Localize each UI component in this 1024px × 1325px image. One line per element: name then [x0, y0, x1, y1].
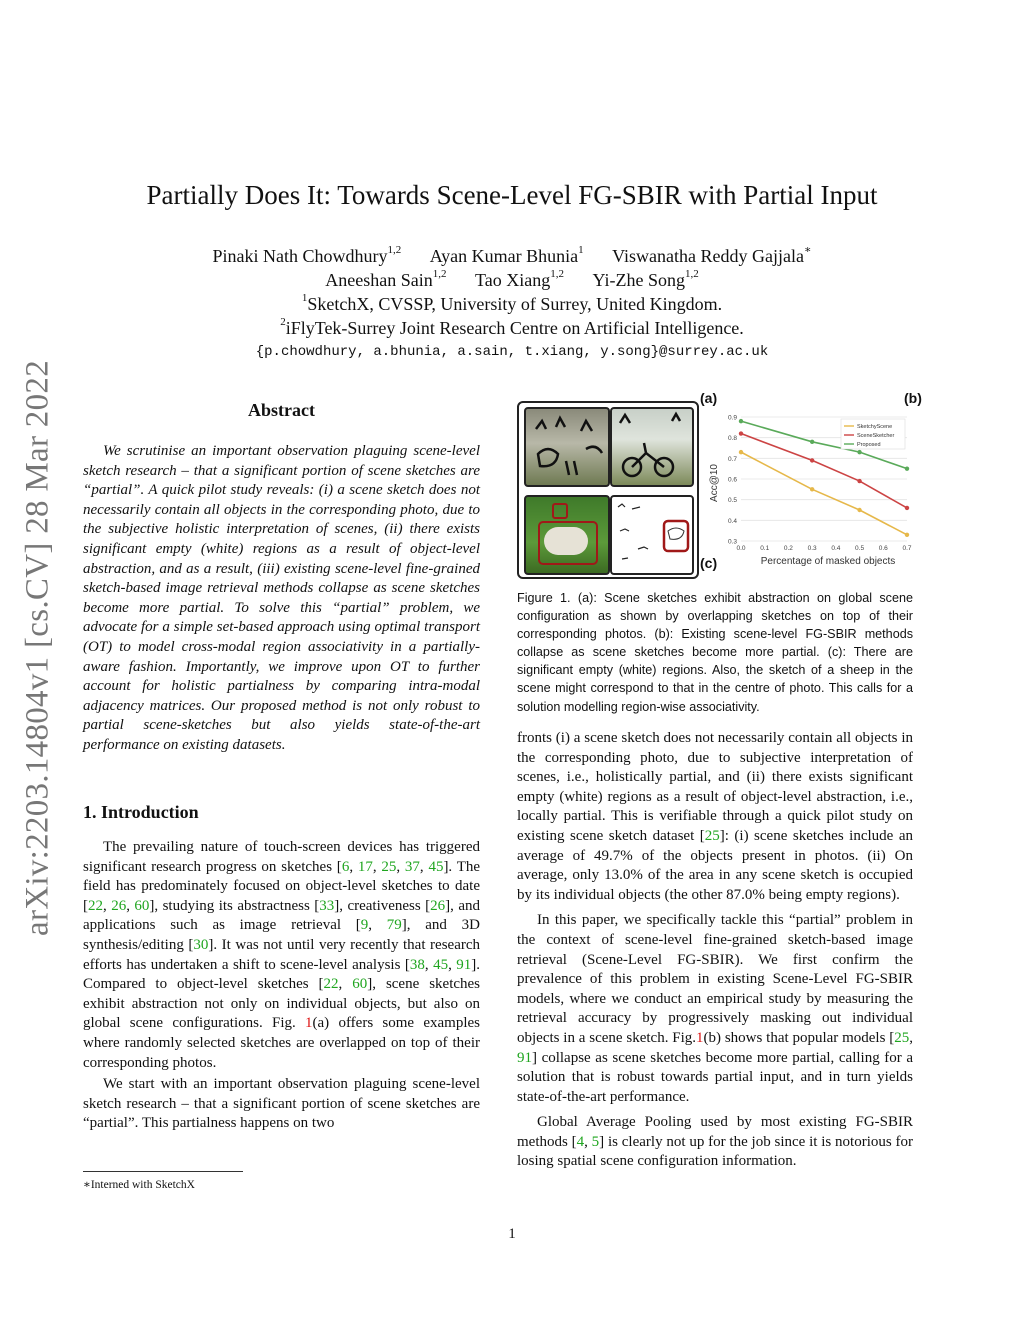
y-tick-label: 0.6 — [727, 476, 737, 484]
data-point — [905, 506, 909, 510]
data-point — [905, 466, 909, 470]
data-point — [739, 450, 743, 454]
x-tick-label: 0.3 — [807, 545, 817, 552]
introduction-body — [83, 838, 480, 1136]
region-box — [538, 521, 598, 565]
abstract-heading: Abstract — [248, 400, 315, 420]
legend-label: Proposed — [857, 442, 881, 448]
author: Ayan Kumar Bhunia$^1$ — [429, 244, 584, 266]
citation-link[interactable]: 17 — [357, 858, 373, 875]
citation-link[interactable]: 25 — [894, 1029, 910, 1046]
citation-link[interactable]: 25 — [381, 858, 397, 875]
section-heading-introduction: 1. Introduction — [83, 802, 199, 822]
sketch-strokes-icon — [612, 497, 692, 573]
citation-link[interactable]: 60 — [352, 976, 368, 993]
x-tick-label: 0.5 — [855, 545, 865, 552]
arxiv-id: arXiv:2203.14804v1 [cs.CV] 28 Mar 2022 — [19, 360, 56, 936]
x-tick-label: 0.1 — [760, 545, 770, 552]
abstract-body — [83, 442, 480, 756]
accuracy-line-chart — [707, 411, 913, 569]
arxiv-sidebar — [17, 343, 59, 953]
paragraph: Global Average Pooling used by most existing FG-SBIR methods [4, 5] is clearly not up for the job since it is notorious for losing spatial scene configuration information. — [517, 1114, 913, 1170]
citation-link[interactable]: 37 — [404, 858, 420, 875]
citation-link[interactable]: 91 — [517, 1049, 532, 1066]
data-point — [739, 431, 743, 435]
citation-link[interactable]: 79 — [386, 917, 402, 934]
y-tick-label: 0.7 — [727, 455, 737, 463]
citation-link[interactable]: 22 — [88, 897, 103, 914]
panel-label-a: (a) — [700, 390, 718, 406]
author: Yi-Zhe Song$^{1,2}$ — [592, 268, 699, 290]
region-box — [552, 503, 568, 519]
x-tick-label: 0.4 — [831, 545, 841, 552]
citation-link[interactable]: 38 — [409, 956, 425, 973]
author: Pinaki Nath Chowdhury$^{1,2}$ — [212, 244, 402, 266]
x-tick-label: 0.6 — [878, 545, 888, 552]
x-tick-label: 0.2 — [783, 545, 793, 552]
sketch-overlay-icon — [526, 409, 608, 485]
paragraph: In this paper, we specifically tackle this “partial” problem in the context of scene-level fine-grained sketch-based image retrieval (Scene-Level FG-SBIR). We first confirm the prevalence of this problem in existing Scene-Level FG-SBIR models, where we conduct an empirical study by measuring the retrieval accuracy by progressively masking out individual objects in a scene sketch. Fig.1(b) shows that popular models [25, 91] collapse as scene sketches become more partial, calling for a solution that is robust towards partial input, and in turn yields state-of-the-art performance. — [517, 912, 913, 1105]
data-point — [810, 487, 814, 491]
authors-row-1 — [0, 245, 1024, 268]
legend-label: SceneSketcher — [857, 433, 895, 439]
y-tick-label: 0.4 — [727, 517, 737, 525]
data-point — [739, 419, 743, 423]
citation-link[interactable]: 26 — [111, 897, 127, 914]
citation-link[interactable]: 9 — [360, 917, 369, 934]
data-point — [857, 508, 861, 512]
paper-title: Partially Does It: Towards Scene-Level FG-SBIR with Partial Input — [146, 180, 878, 210]
citation-link[interactable]: 45 — [433, 956, 449, 973]
cyclist-photo — [610, 407, 694, 487]
panel-label-c: (c) — [700, 555, 718, 571]
citation-link[interactable]: 45 — [428, 858, 444, 875]
citation-link[interactable]: 25 — [704, 827, 720, 844]
y-tick-label: 0.9 — [727, 414, 737, 422]
sketch-overlay-icon — [612, 409, 692, 485]
paragraph: fronts (i) a scene sketch does not necessarily contain all objects in the corresponding photo, due to subjective interpretation of scenes, i.e., holistically partial, and (ii) there exists significant empty (white) regions as a result of object-level abstraction, i.e., locally partial. This is verifiable through a quick pilot study on existing scene sketch dataset [25]: (i) scene sketches include an average of 49.7% of the objects present in photos. (ii) On average, only 13.0% of the area in any scene sketch is occupied by its individual objects (the other 87.0% being empty regions). — [517, 730, 913, 903]
citation-link[interactable]: 4 — [576, 1133, 585, 1150]
data-point — [905, 533, 909, 537]
figure-1-caption: Figure 1. (a): Scene sketches exhibit abstraction on global scene configuration as shown by overlapping sketches on top of their corresponding photos. (b): Existing scene-level FG-SBIR methods collapse as scene sketches become more partial. (c): There are significant empty (white) regions. Also, the sketch of a sheep in the scene might correspond to that in the centre of photo. This calls for a solution modelling region-wise associativity. — [517, 591, 913, 714]
x-tick-label: 0.7 — [902, 545, 912, 552]
figure-link[interactable]: 1 — [696, 1029, 704, 1046]
sheep-flock-photo — [524, 407, 610, 487]
intro-paragraph-1: The prevailing nature of touch-screen devices has triggered significant research progress on sketches [6, 17, 25, 37, 45]. The field has predominately focused on object-level sketches to date [22, 26, 60], studying its abstractness [33], creativeness [26], and applications such as image retrieval [9, 79], and 3D synthesis/editing [30]. It was not until very recently that research efforts has undertaken a shift to scene-level analysis [38, 45, 91]. Compared to object-level sketches [22, 60], scene sketches exhibit abstraction not only on individual objects, but also on global scene configurations. Fig. 1(a) offers some examples where randomly selected sketches are overlapped on top of their corresponding photos. — [83, 839, 481, 1071]
y-tick-label: 0.3 — [727, 538, 737, 546]
y-tick-label: 0.5 — [727, 497, 737, 505]
citation-link[interactable]: 33 — [319, 897, 335, 914]
citation-link[interactable]: 22 — [323, 976, 339, 993]
abstract-text: We scrutinise an important observation plaguing scene-level sketch research – that a significant portion of scene sketches are “partial”. A quick pilot study reveals: (i) a scene sketch does not necessarily contain all objects in the corresponding photo, due to the subjective holistic interpretation of scenes, (ii) there exists significant empty (white) regions as a result of object-level abstraction, and as a result, (iii) existing scene-level fine-grained sketch-based image retrieval methods collapse as scene sketches become more partial. To solve this “partial” problem, we advocate for a simple set-based approach using optimal transport (OT) to model cross-modal region associativity in a partially-aware fashion. Importantly, we improve upon OT to further account for holistic partialness by comparing intra-modal adjacency matrices. Our proposed method is not only robust to partial scene-sketches but also yields state-of-the-art performance on existing datasets. — [83, 443, 480, 753]
affiliation-1: $^1$SketchX, CVSSP, University of Surrey, United Kingdom. — [301, 292, 723, 314]
footnote-rule — [83, 1171, 243, 1172]
author-emails: {p.chowdhury, a.bhunia, a.sain, t.xiang, y.song}@surrey.ac.uk — [255, 344, 769, 360]
citation-link[interactable]: 91 — [456, 956, 472, 973]
footnote: ∗Interned with SketchX — [83, 1179, 195, 1191]
y-axis-label: Acc@10 — [709, 464, 720, 502]
citation-link[interactable]: 26 — [430, 897, 446, 914]
x-axis-label: Percentage of masked objects — [760, 556, 896, 567]
author: Tao Xiang$^{1,2}$ — [475, 268, 564, 290]
data-point — [810, 440, 814, 444]
page-number: 1 — [508, 1226, 516, 1242]
data-point — [810, 458, 814, 462]
right-column-body — [517, 729, 913, 1178]
intro-paragraph-2: We start with an important observation plaguing scene-level sketch research – that a significant portion of scene sketches are “partial”. This partialness happens on two — [83, 1076, 480, 1132]
panel-label-b: (b) — [904, 390, 922, 406]
affiliation-2: $^2$iFlyTek-Surrey Joint Research Centre on Artificial Intelligence. — [280, 316, 744, 338]
figure-1 — [517, 390, 922, 583]
author: Aneeshan Sain$^{1,2}$ — [325, 268, 447, 290]
legend-label: SketchyScene — [857, 424, 893, 430]
data-point — [857, 479, 861, 483]
authors-row-2 — [0, 269, 1024, 292]
citation-link[interactable]: 30 — [193, 936, 209, 953]
y-tick-label: 0.8 — [727, 435, 737, 443]
scene-sketch-panel — [610, 495, 694, 575]
x-tick-label: 0.0 — [736, 545, 746, 552]
citation-link[interactable]: 6 — [341, 858, 350, 875]
figure-link[interactable]: 1 — [305, 1015, 313, 1032]
author: Viswanatha Reddy Gajjala∗ — [612, 244, 812, 266]
citation-link[interactable]: 60 — [134, 897, 150, 914]
sheep-field-photo — [524, 495, 610, 575]
data-point — [857, 450, 861, 454]
citation-link[interactable]: 5 — [591, 1133, 600, 1150]
